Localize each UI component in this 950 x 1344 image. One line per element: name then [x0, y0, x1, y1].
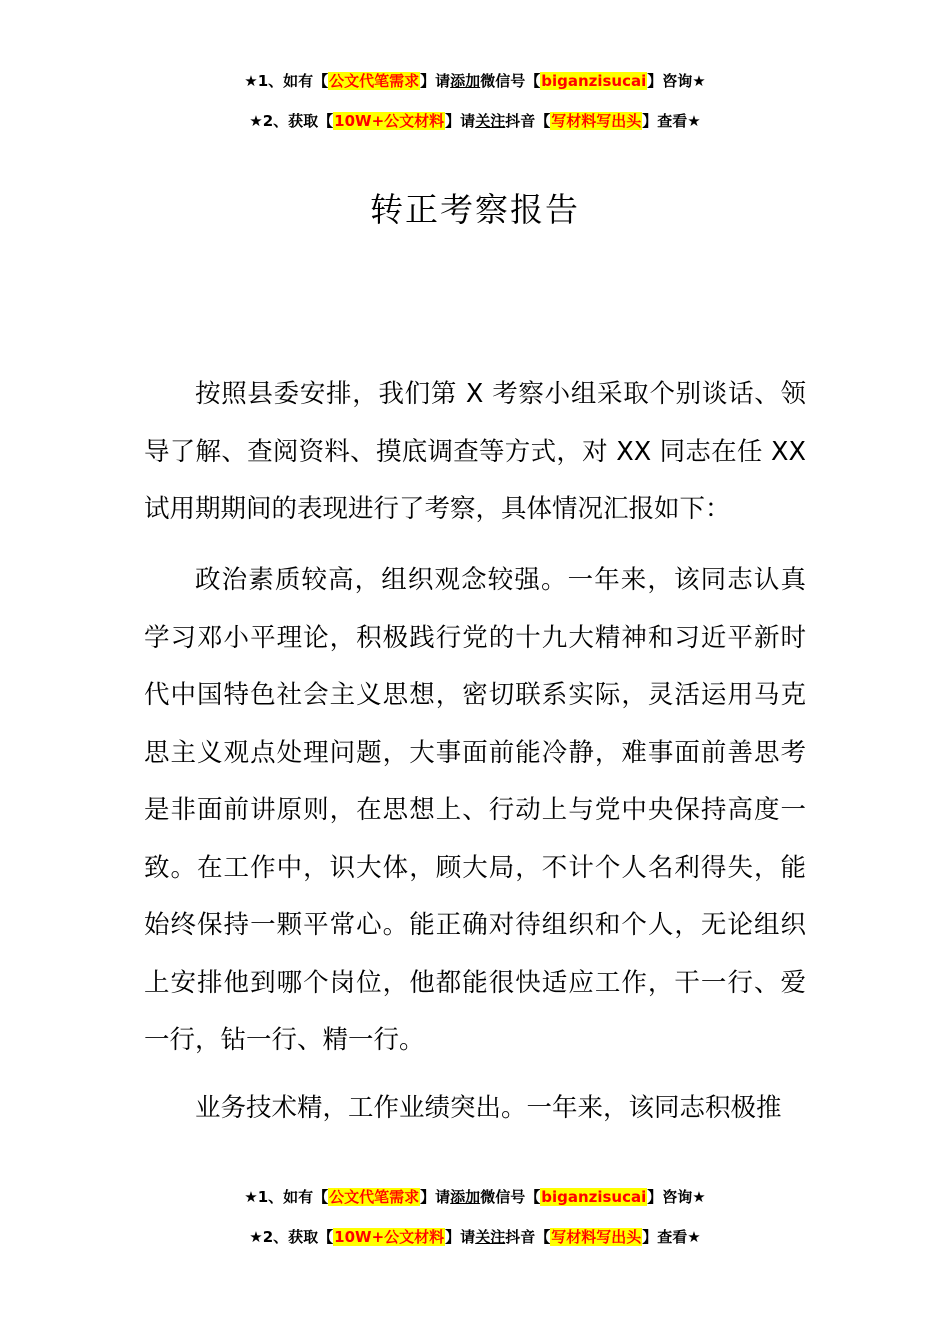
promo-text: 】请 [420, 1188, 451, 1206]
promo-emphasis: 添加 [450, 1188, 481, 1206]
star-icon: ★ [244, 1188, 258, 1206]
document-body [144, 366, 806, 539]
promo-text: 抖音【 [505, 1228, 551, 1246]
document-body [144, 1080, 806, 1138]
promo-line-2-bottom [0, 1226, 950, 1248]
promo-highlight: 写材料写出头 [551, 112, 642, 130]
promo-highlight: biganzisucai [541, 1188, 647, 1206]
paragraph: 政治素质较高，组织观念较强。一年来，该同志认真学习邓小平理论，积极践行党的十九大精神和习近平新时代中国特色社会主义思想，密切联系实际，灵活运用马克思主义观点处理问题，大事面前能冷静，难事面前善思考是非面前讲原则，在思想上、行动上与党中央保持高度一致。在工作中，识大体，顾大局，不计个人名利得失，能始终保持一颗平常心。能正确对待组织和个人，无论组织上安排他到哪个岗位，他都能很快适应工作，干一行、爱一行，钻一行、精一行。 [144, 565, 806, 1055]
star-icon: ★ [692, 72, 706, 90]
promo-line-1-top [0, 70, 950, 92]
promo-emphasis: 关注 [475, 1228, 506, 1246]
promo-line-2-top [0, 110, 950, 132]
promo-text: 】请 [420, 72, 451, 90]
promo-text: 2、获取【 [262, 1228, 334, 1246]
promo-text: 2、获取【 [262, 112, 334, 130]
promo-text: 1、如有【 [257, 1188, 329, 1206]
promo-text: 1、如有【 [257, 72, 329, 90]
promo-text: 微信号【 [480, 72, 541, 90]
paragraph: 业务技术精，工作业绩突出。一年来，该同志积极推 [195, 1093, 782, 1123]
promo-text: 】查看 [642, 112, 688, 130]
promo-text: 】请 [445, 112, 476, 130]
promo-highlight: 公文代笔需求 [329, 1188, 420, 1206]
document-body [144, 552, 806, 1070]
promo-text: 抖音【 [505, 112, 551, 130]
promo-text: 】请 [445, 1228, 476, 1246]
star-icon: ★ [249, 112, 263, 130]
promo-text: 微信号【 [480, 1188, 541, 1206]
paragraph: 按照县委安排，我们第 X 考察小组采取个别谈话、领导了解、查阅资料、摸底调查等方式，对 XX 同志在任 XX 试用期期间的表现进行了考察，具体情况汇报如下： [144, 379, 806, 524]
star-icon: ★ [249, 1228, 263, 1246]
promo-highlight: 10W+公文材料 [334, 112, 445, 130]
star-icon: ★ [687, 112, 701, 130]
star-icon: ★ [244, 72, 258, 90]
star-icon: ★ [692, 1188, 706, 1206]
promo-text: 】咨询 [647, 72, 693, 90]
promo-emphasis: 添加 [450, 72, 481, 90]
promo-text: 】查看 [642, 1228, 688, 1246]
promo-emphasis: 关注 [475, 112, 506, 130]
promo-highlight: 公文代笔需求 [329, 72, 420, 90]
promo-line-1-bottom [0, 1186, 950, 1208]
promo-highlight: 写材料写出头 [551, 1228, 642, 1246]
promo-text: 】咨询 [647, 1188, 693, 1206]
star-icon: ★ [687, 1228, 701, 1246]
document-title: 转正考察报告 [370, 190, 580, 229]
promo-highlight: biganzisucai [541, 72, 647, 90]
promo-highlight: 10W+公文材料 [334, 1228, 445, 1246]
